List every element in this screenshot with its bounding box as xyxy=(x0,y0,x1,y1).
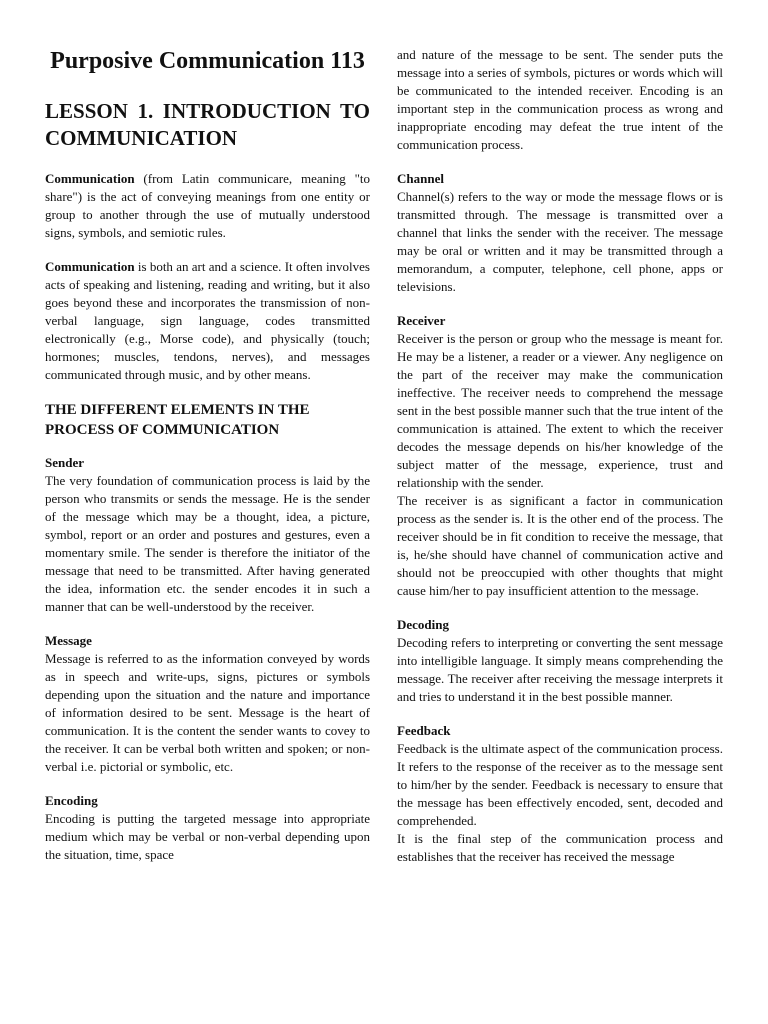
encoding-heading: Encoding xyxy=(45,793,98,808)
message-text: Message is referred to as the information conveyed by words as in speech and write-ups, signs, pictures or symbols depending upon the situation and the nature and importance of information desired to be sent. Message is the heart of communication. It is the content the sender wants to covey to the receiver. It can be verbal both written and spoken; or non-verbal i.e. pictorial or symbolic, etc. xyxy=(45,651,370,774)
message-section xyxy=(45,632,370,776)
encoding-text: Encoding is putting the targeted message into appropriate medium which may be verbal or non-verbal depending upon the situation, time, space xyxy=(45,811,370,862)
receiver-text-2: The receiver is as significant a factor in communication process as the sender is. It is the other end of the process. The receiver should be in fit condition to receive the message, that is, he/she should have channel of communication active and should not be preoccupied with other thoughts that might cause him/her to pay insufficient attention to the message. xyxy=(397,493,723,598)
channel-heading: Channel xyxy=(397,171,444,186)
decoding-heading: Decoding xyxy=(397,617,449,632)
intro-term-2: Communication xyxy=(45,259,135,274)
sender-text: The very foundation of communication process is laid by the person who transmits or sends the message. He is the sender of the message which may be a thought, idea, a picture, symbol, report or an order and postures and gestures, even a momentary smile. The sender is therefore the initiator of the message that need to be transmitted. After having generated the idea, information etc. the sender encodes it in such a manner that can be well-understood by the receiver. xyxy=(45,473,370,614)
receiver-heading: Receiver xyxy=(397,313,446,328)
intro-paragraph-2 xyxy=(45,258,370,384)
left-column xyxy=(45,46,370,864)
sender-section xyxy=(45,454,370,616)
intro-paragraph-1 xyxy=(45,170,370,242)
channel-text: Channel(s) refers to the way or mode the message flows or is transmitted through. The message is transmitted over a channel that links the sender with the receiver. The message may be oral or written and it may be transmitted through a memorandum, a computer, telephone, cell phone, apps or televisions. xyxy=(397,189,723,294)
intro-text-1: (from Latin communicare, meaning "to share") is the act of conveying meanings from one entity or group to another through the use of mutually understood signs, symbols, and semiotic rules. xyxy=(45,171,370,240)
intro-text-2: is both an art and a science. It often involves acts of speaking and listening, reading and writing, but it also goes beyond these and incorporates the transmission of non-verbal language, sign language, codes transmitted electronically (e.g., Morse code), and physically (touch; hormones; muscles, tendons, nerves), and messages communicated through music, and by other means. xyxy=(45,259,370,382)
encoding-continued-section xyxy=(397,46,723,154)
feedback-section xyxy=(397,722,723,866)
decoding-text: Decoding refers to interpreting or converting the sent message into intelligible language. It simply means comprehending the message. The receiver after receiving the message interprets it and tries to understand it in the best possible manner. xyxy=(397,635,723,704)
intro-term-1: Communication xyxy=(45,171,135,186)
feedback-text-2: It is the final step of the communication process and establishes that the receiver has received the message xyxy=(397,831,723,864)
feedback-text-1: Feedback is the ultimate aspect of the communication process. It refers to the response of the receiver as to the message sent to him/her by the sender. Feedback is necessary to ensure that the message has been effectively encoded, sent, decoded and comprehended. xyxy=(397,741,723,828)
elements-heading: THE DIFFERENT ELEMENTS IN THE PROCESS OF COMMUNICATION xyxy=(45,402,310,438)
feedback-heading: Feedback xyxy=(397,723,451,738)
message-heading: Message xyxy=(45,633,92,648)
lesson-heading: LESSON 1. INTRODUCTION TO COMMUNICATION xyxy=(45,99,370,150)
decoding-section xyxy=(397,616,723,706)
sender-heading: Sender xyxy=(45,455,84,470)
encoding-continued-text: and nature of the message to be sent. The sender puts the message into a series of symbols, pictures or words which will be communicated to the intended receiver. Encoding is an important step in the communication process as wrong and inappropriate encoding may defeat the true intent of the communication process. xyxy=(397,47,723,152)
document-title: Purposive Communication 113 xyxy=(50,48,365,74)
receiver-text-1: Receiver is the person or group who the message is meant for. He may be a listener, a reader or a viewer. Any negligence on the part of the receiver may make the communication ineffective. The receiver needs to comprehend the message sent in the best possible manner such that the true intent of the communication is attained. The extent to which the receiver decodes the message depends on his/her knowledge of the subject matter of the message, experience, trust and relationship with the sender. xyxy=(397,331,723,490)
right-column xyxy=(397,46,723,866)
receiver-section xyxy=(397,312,723,600)
channel-section xyxy=(397,170,723,296)
encoding-section xyxy=(45,792,370,864)
